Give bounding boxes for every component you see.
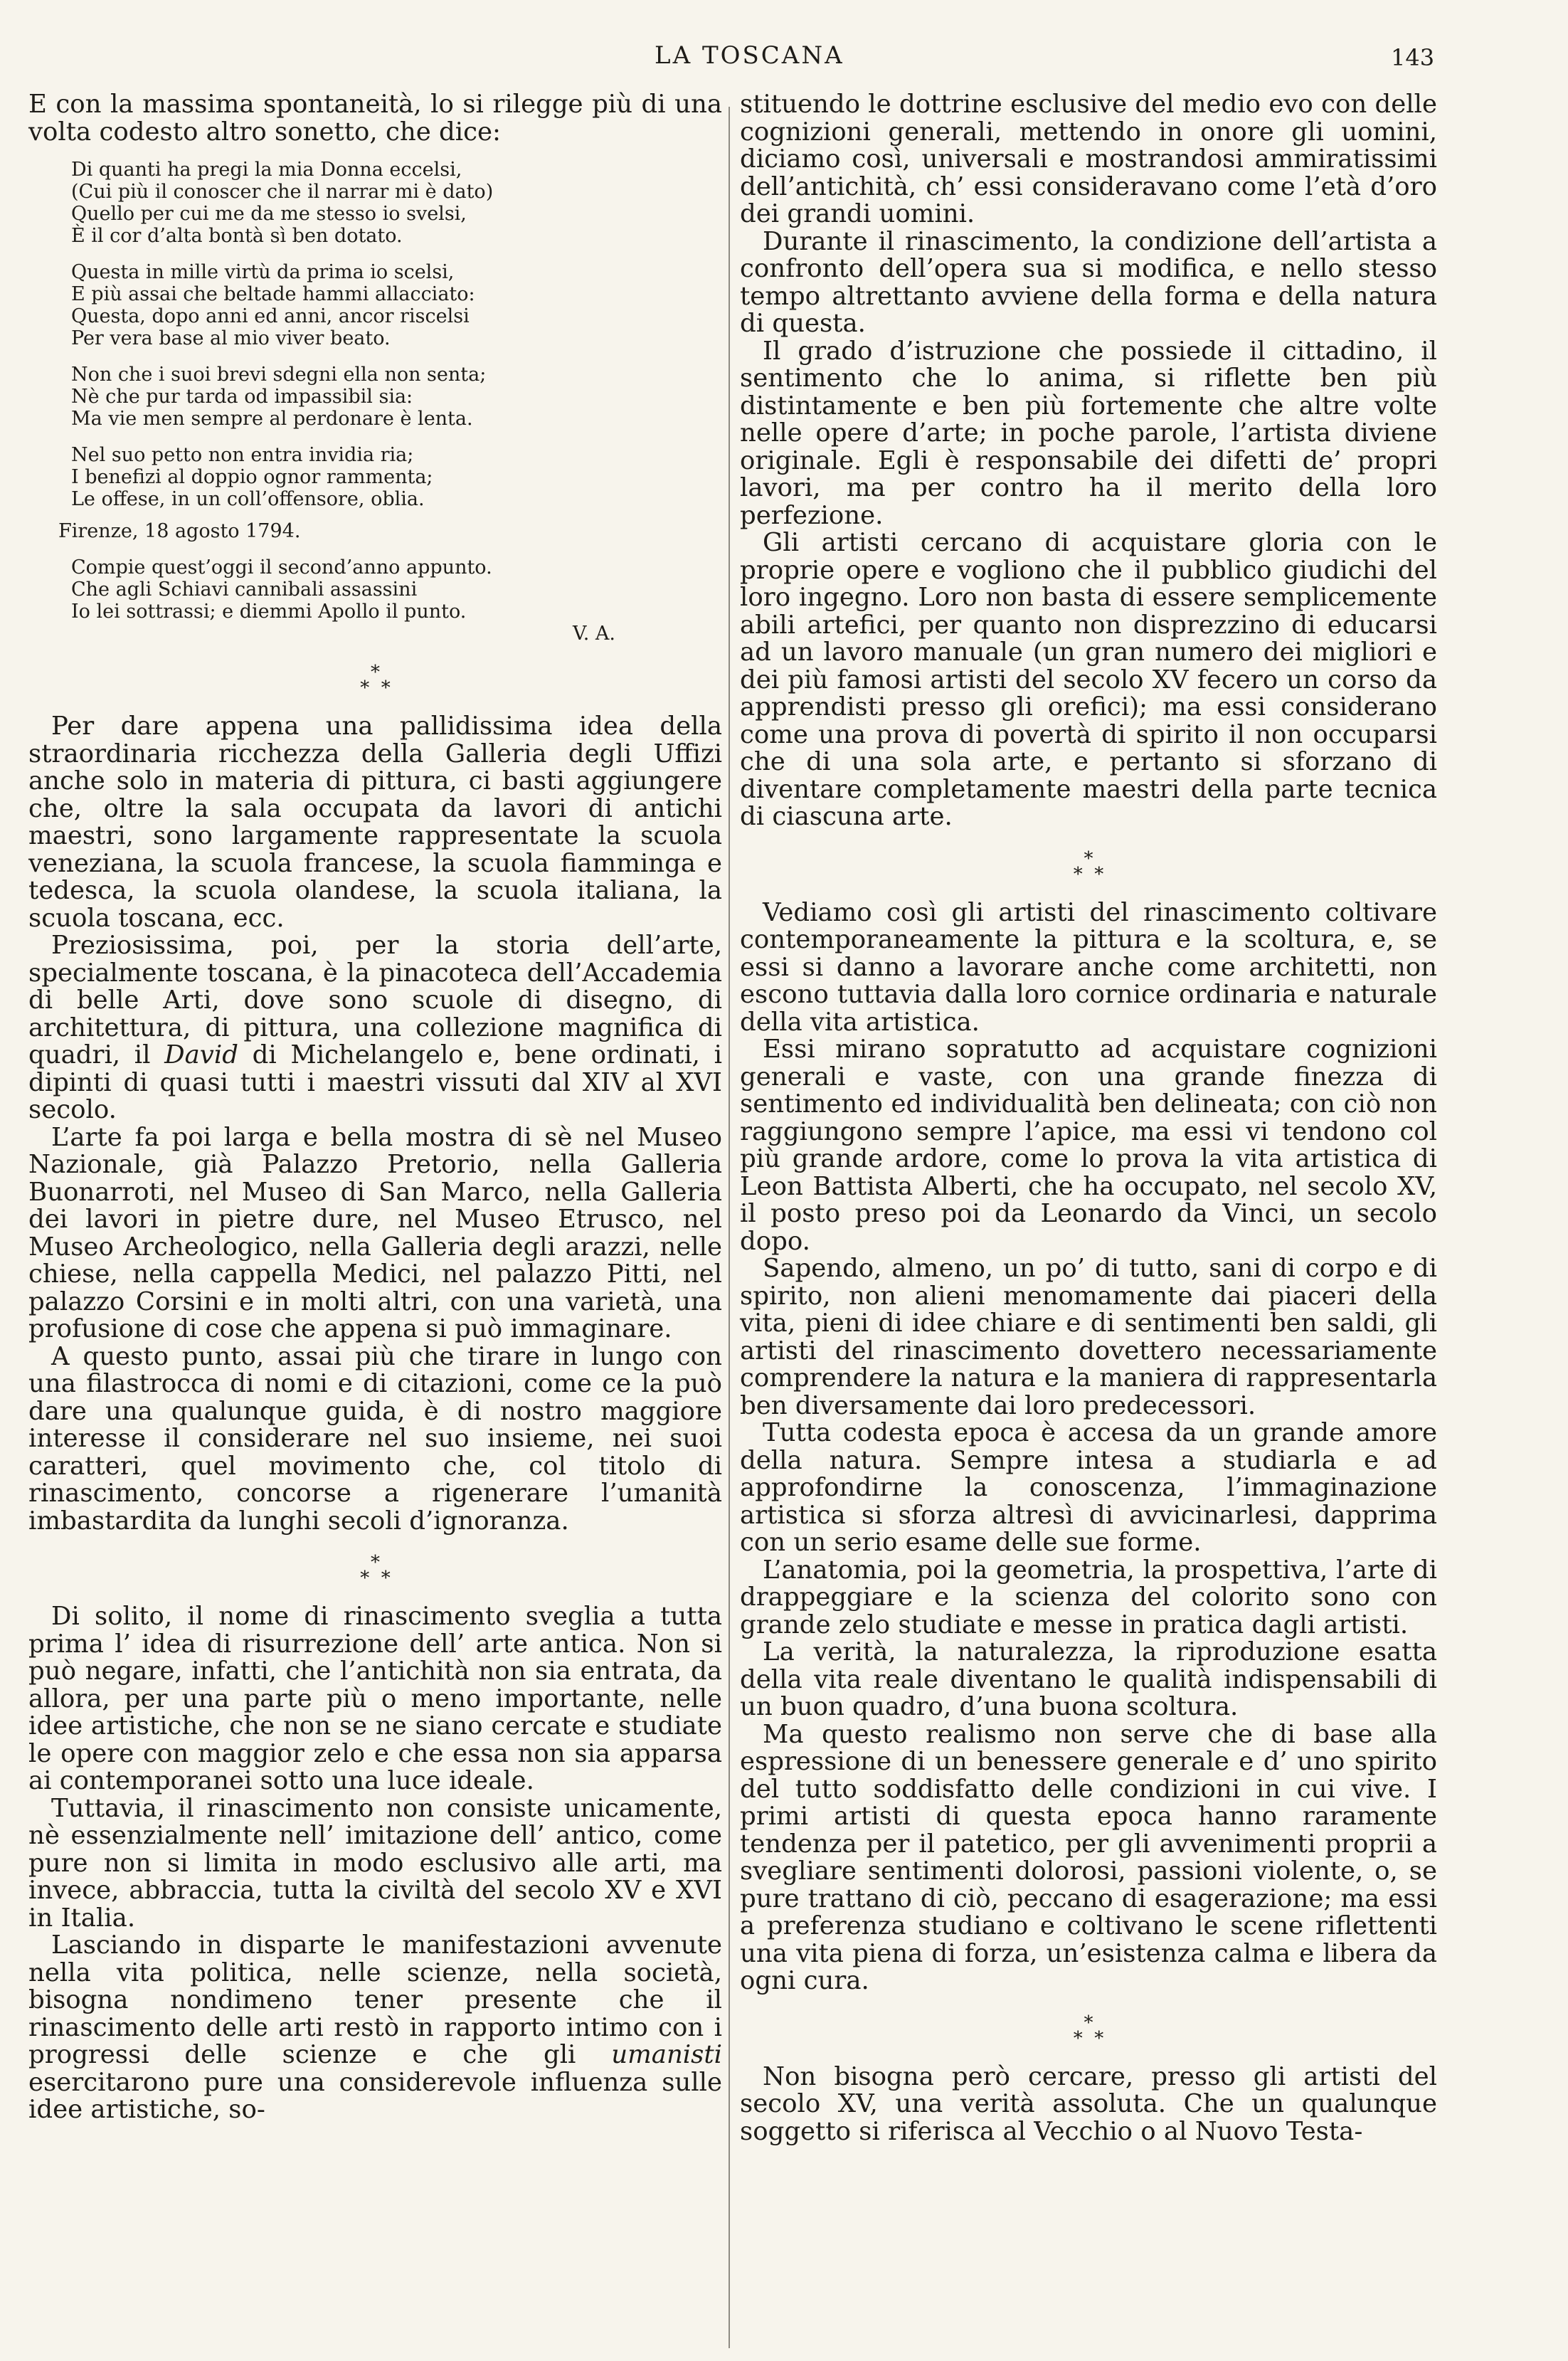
- verse-line: È il cor d’alta bontà sì ben dotato.: [71, 225, 403, 247]
- paragraph: Per dare appena una pallidissima idea della straordinaria ricchezza della Galleria degli Uffizi anche solo in materia di pittura, ci basti aggiungere che, oltre la sala occupata da lavori di antichi maestri, sono largamente rappresentate la scuola veneziana, la scuola francese, la scuola fiamminga e tedesca, la scuola olandese, la scuola italiana, la scuola toscana, ecc.: [28, 712, 722, 933]
- paragraph: Il grado d’istruzione che possiede il cittadino, il sentimento che lo anima, si riflette ben più distintamente e ben più fortemente che altre volte nelle opere d’arte; in poche parole, l’artista diviene originale. Egli è responsabile dei difetti de’ propri lavori, ma per contro ha il merito della loro perfezione.: [740, 336, 1437, 530]
- paragraph: Lasciando in disparte le manifestazioni avvenute nella vita politica, nelle scienze, nella società, bisogna nondimeno tener presente che il rinascimento delle arti restò in rapporto intimo con i progressi delle scienze e che gli umanisti esercitarono pure una considerevole influenza sulle idee artistiche, so-: [28, 1930, 722, 2124]
- section-separator: [28, 662, 722, 699]
- right-column: [740, 91, 1437, 2145]
- verse-line: Che agli Schiavi cannibali assassini: [71, 579, 418, 601]
- page-number: 143: [1391, 44, 1435, 71]
- asterisk: *: [371, 662, 380, 683]
- paragraph: Di solito, il nome di rinascimento sveglia a tutta prima l’ idea di risurrezione dell’ arte antica. Non si può negare, infatti, che l’antichità non sia entrata, da allora, per una parte più o meno importante, nelle idee artistiche, che non se ne siano cercate e studiate le opere con maggior zelo e che essa non sia apparsa ai contemporanei sotto una luce ideale.: [28, 1602, 722, 1795]
- paragraph: stituendo le dottrine esclusive del medio evo con delle cognizioni generali, mettendo in onore gli uomini, diciamo così, universali e mostrandosi ammiratissimi dell’antichità, ch’ essi consideravano come l’età d’oro dei grandi uomini.: [740, 90, 1437, 228]
- verse-line: Questa in mille virtù da prima io scelsi,: [71, 261, 455, 283]
- verse-line: Nel suo petto non entra invidia ria;: [71, 444, 414, 466]
- verse-line: Compie quest’oggi il second’anno appunto.: [71, 556, 492, 579]
- asterisk-pair: * *: [1073, 863, 1104, 885]
- stanza: [71, 261, 722, 349]
- paragraph: La verità, la naturalezza, la riproduzione esatta della vita reale diventano le qualità indispensabili di un buon quadro, d’una buona scoltura.: [740, 1637, 1437, 1721]
- section-separator: [28, 1552, 722, 1589]
- stanza: [71, 444, 722, 510]
- column-divider: [729, 107, 730, 2348]
- asterisk-pair: * *: [1073, 2027, 1104, 2049]
- asterisk: *: [1084, 2012, 1093, 2034]
- paragraph: E con la massima spontaneità, lo si rilegge più di una volta codesto altro sonetto, che dice:: [28, 90, 722, 147]
- verse-line: Nè che pur tarda od impassibil sia:: [71, 386, 413, 408]
- signature: V. A.: [572, 623, 615, 645]
- left-column: [28, 91, 722, 2124]
- section-separator: [740, 2012, 1437, 2049]
- epigram: [71, 556, 722, 645]
- paragraph: Sapendo, almeno, un po’ di tutto, sani di corpo e di spirito, non alieni menomamente dai piaceri della vita, pieni di idee chiare e di sentimenti ben saldi, gli artisti del rinascimento dovettero necessariamente comprendere la natura e la maniera di rappresentarla ben diversamente dai loro predecessori.: [740, 1254, 1437, 1420]
- verse-line: Per vera base al mio viver beato.: [71, 327, 391, 349]
- paragraph: Preziosissima, poi, per la storia dell’arte, specialmente toscana, è la pinacoteca dell’Accademia di belle Arti, dove sono scuole di disegno, di architettura, di pittura, una collezione magnifica di quadri, il David di Michelangelo e, bene ordinati, i dipinti di quasi tutti i maestri vissuti dal XIV al XVI secolo.: [28, 931, 722, 1124]
- paragraph: Essi mirano sopratutto ad acquistare cognizioni generali e vaste, con una grande finezza di sentimento ed individualità ben delineata; con ciò non raggiungono sempre l’apice, ma essi vi tendono col più grande ardore, come lo prova la vita artistica di Leon Battista Alberti, che ha occupato, nel secolo XV, il posto preso poi da Leonardo da Vinci, un secolo dopo.: [740, 1035, 1437, 1256]
- asterisk-pair: * *: [360, 1568, 391, 1589]
- asterisk: *: [371, 1552, 380, 1573]
- paragraph: Non bisogna però cercare, presso gli artisti del secolo XV, una verità assoluta. Che un qualunque soggetto si riferisca al Vecchio o al Nuovo Testa-: [740, 2061, 1437, 2146]
- verse-line: Di quanti ha pregi la mia Donna eccelsi,: [71, 159, 462, 181]
- verse-line: Quello per cui me da me stesso io svelsi,: [71, 203, 467, 225]
- stanza: [71, 159, 722, 247]
- section-separator: [740, 847, 1437, 885]
- stanza: [71, 556, 722, 623]
- paragraph: Ma questo realismo non serve che di base alla espressione di un benessere generale e d’ uno spirito del tutto soddisfatto delle condizioni in cui vive. I primi artisti di questa epoca hanno raramente tendenza per il patetico, per gli avvenimenti proprii a svegliare sentimenti dolorosi, passioni violente, o, se pure trattano di ciò, peccano di esagerazione; ma essi a preferenza studiano e coltivano le scene riflettenti una vita piena di forza, un’esistenza calma e libera da ogni cura.: [740, 1719, 1437, 1995]
- verse-line: Le offese, in un coll’offensore, oblia.: [71, 488, 425, 510]
- dateline: Firenze, 18 agosto 1794.: [58, 520, 301, 542]
- paragraph: Gli artisti cercano di acquistare gloria con le proprie opere e vogliono che il pubblico giudichi del loro ingegno. Loro non basta di essere semplicemente abili artefici, per quanto non disprezzino di educarsi ad un lavoro manuale (un gran numero dei migliori e dei più famosi artisti del secolo XV fecero un corso da apprendisti presso gli orefici); ma essi considerano come una prova di povertà di spirito il non occuparsi che di una sola arte, e pertanto si sforzano di diventare completamente maestri della parte tecnica di ciascuna arte.: [740, 528, 1437, 831]
- paragraph: Tuttavia, il rinascimento non consiste unicamente, nè essenzialmente nell’ imitazione dell’ antico, come pure non si limita in modo esclusivo alle arti, ma invece, abbraccia, tutta la civiltà del secolo XV e XVI in Italia.: [28, 1793, 722, 1933]
- asterisk: *: [1084, 847, 1093, 870]
- verse-line: E più assai che beltade hammi allacciato:: [71, 283, 475, 305]
- paragraph: L’anatomia, poi la geometria, la prospettiva, l’arte di drappeggiare e la scienza del colorito sono con grande zelo studiate e messe in pratica dagli artisti.: [740, 1555, 1437, 1639]
- running-title: LA TOSCANA: [655, 41, 844, 70]
- paragraph: Tutta codesta epoca è accesa da un grande amore della natura. Sempre intesa a studiarla e ad approfondirne la conoscenza, l’immaginazione artistica si sforza altresì di avvicinarlesi, dapprima con un serio esame delle sue forme.: [740, 1418, 1437, 1557]
- paragraph: L’arte fa poi larga e bella mostra di sè nel Museo Nazionale, già Palazzo Pretorio, nella Galleria Buonarroti, nel Museo di San Marco, nella Galleria dei lavori in pietre dure, nel Museo Etrusco, nel Museo Archeologico, nella Galleria degli arazzi, nelle chiese, nella cappella Medici, nel palazzo Pitti, nel palazzo Corsini e in molti altri, con una varietà, una profusione di cose che appena si può immaginare.: [28, 1122, 722, 1343]
- paragraph: Durante il rinascimento, la condizione dell’artista a confronto dell’opera sua si modifica, e nello stesso tempo altrettanto avviene della forma e della natura di questa.: [740, 226, 1437, 338]
- sonnet: [71, 159, 722, 510]
- asterisk-pair: * *: [360, 677, 391, 699]
- italic-term: umanisti: [611, 2040, 722, 2069]
- paragraph: Vediamo così gli artisti del rinascimento coltivare contemporaneamente la pittura e la scoltura, e, se essi si danno a lavorare anche come architetti, non escono tuttavia dalla loro cornice ordinaria e naturale della vita artistica.: [740, 897, 1437, 1037]
- verse-line: Ma vie men sempre al perdonare è lenta.: [71, 408, 473, 430]
- italic-term: David: [164, 1040, 238, 1069]
- paragraph: A questo punto, assai più che tirare in lungo con una filastrocca di nomi e di citazioni, come ce la può dare una qualunque guida, è di nostro maggiore interesse il considerare nel suo insieme, nei suoi caratteri, quel movimento che, col titolo di rinascimento, concorse a rigenerare l’umanità imbastardita da lunghi secoli d’ignoranza.: [28, 1341, 722, 1536]
- stanza: [71, 364, 722, 430]
- verse-line: Questa, dopo anni ed anni, ancor riscelsi: [71, 305, 470, 327]
- verse-line: Non che i suoi brevi sdegni ella non senta;: [71, 364, 487, 386]
- verse-line: Io lei sottrassi; e diemmi Apollo il punto.: [71, 601, 467, 623]
- verse-line: (Cui più il conoscer che il narrar mi è dato): [71, 181, 494, 203]
- running-header: [0, 41, 1568, 75]
- verse-line: I benefizi al doppio ognor rammenta;: [71, 466, 433, 488]
